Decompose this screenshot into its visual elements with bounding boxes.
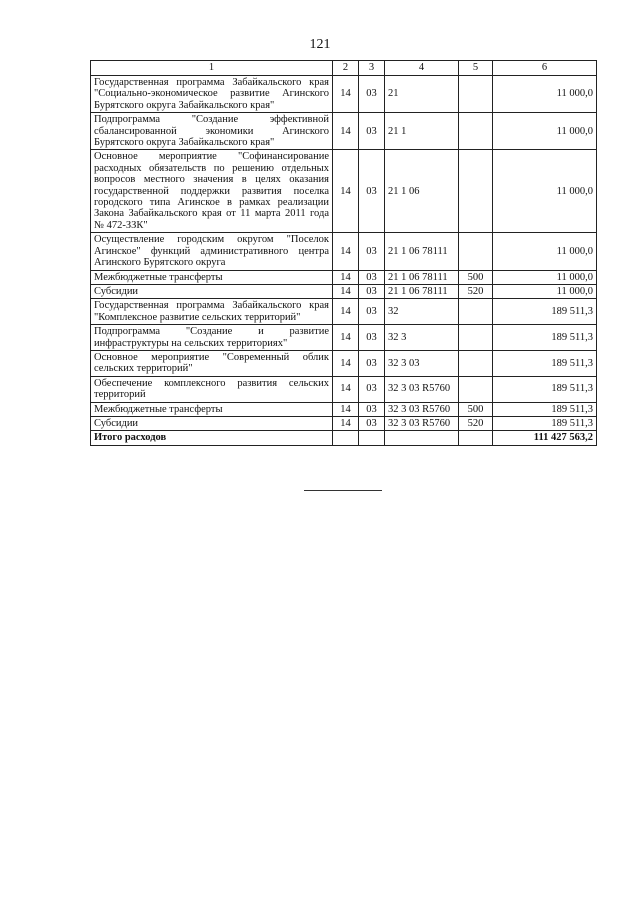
row-section: 14 (333, 76, 359, 113)
row-name: Межбюджетные трансферты (91, 402, 333, 416)
row-name: Подпрограмма "Создание эффективной сбалансированной экономики Агинского Бурятского округа Забайкальского края" (91, 113, 333, 150)
row-target-code: 32 3 (385, 325, 459, 351)
row-name: Подпрограмма "Создание и развитие инфраструктуры на сельских территориях" (91, 325, 333, 351)
row-target-code: 21 1 06 (385, 150, 459, 233)
row-subsection: 03 (359, 233, 385, 270)
row-sum: 189 511,3 (493, 325, 597, 351)
table-header-row (91, 61, 597, 76)
header-col-4: 4 (385, 61, 459, 76)
row-expense-type (459, 150, 493, 233)
expense-table (90, 60, 597, 446)
row-subsection: 03 (359, 402, 385, 416)
header-col-3: 3 (359, 61, 385, 76)
row-expense-type (459, 350, 493, 376)
row-expense-type (459, 233, 493, 270)
row-section: 14 (333, 113, 359, 150)
row-expense-type (459, 113, 493, 150)
total-empty-cell (385, 431, 459, 445)
row-target-code: 21 1 06 78111 (385, 233, 459, 270)
end-of-document-line (304, 490, 382, 491)
table-row (91, 76, 597, 113)
row-target-code: 32 3 03 R5760 (385, 402, 459, 416)
row-name: Обеспечение комплексного развития сельских территорий (91, 376, 333, 402)
table-row (91, 350, 597, 376)
row-subsection: 03 (359, 376, 385, 402)
row-sum: 189 511,3 (493, 350, 597, 376)
row-name: Субсидии (91, 416, 333, 430)
row-sum: 11 000,0 (493, 233, 597, 270)
row-subsection: 03 (359, 325, 385, 351)
row-sum: 11 000,0 (493, 270, 597, 284)
row-subsection: 03 (359, 284, 385, 298)
row-target-code: 32 3 03 R5760 (385, 376, 459, 402)
row-section: 14 (333, 376, 359, 402)
total-empty-cell (333, 431, 359, 445)
row-name: Основное мероприятие "Современный облик сельских территорий" (91, 350, 333, 376)
row-target-code: 32 3 03 R5760 (385, 416, 459, 430)
row-section: 14 (333, 416, 359, 430)
row-section: 14 (333, 402, 359, 416)
row-expense-type: 520 (459, 284, 493, 298)
row-name: Основное мероприятие "Софинансирование расходных обязательств по решению отдельных вопросов местного значения в целях оказания государственной поддержки развития поселка городского типа Агинское в рамках реализации Закона Забайкальского края от 11 марта 2011 года № 472-ЗЗК" (91, 150, 333, 233)
row-section: 14 (333, 284, 359, 298)
row-subsection: 03 (359, 299, 385, 325)
table-row (91, 113, 597, 150)
table-row (91, 233, 597, 270)
row-target-code: 21 1 (385, 113, 459, 150)
row-section: 14 (333, 325, 359, 351)
row-subsection: 03 (359, 150, 385, 233)
table-row (91, 284, 597, 298)
row-expense-type: 500 (459, 270, 493, 284)
row-target-code: 21 (385, 76, 459, 113)
row-subsection: 03 (359, 113, 385, 150)
row-sum: 11 000,0 (493, 150, 597, 233)
row-expense-type: 520 (459, 416, 493, 430)
row-name: Государственная программа Забайкальского края "Комплексное развитие сельских территорий" (91, 299, 333, 325)
row-expense-type: 500 (459, 402, 493, 416)
total-empty-cell (359, 431, 385, 445)
row-expense-type (459, 299, 493, 325)
row-sum: 11 000,0 (493, 76, 597, 113)
row-section: 14 (333, 299, 359, 325)
row-sum: 189 511,3 (493, 376, 597, 402)
header-col-6: 6 (493, 61, 597, 76)
header-col-5: 5 (459, 61, 493, 76)
total-empty-cell (459, 431, 493, 445)
page-number: 121 (309, 37, 331, 52)
row-subsection: 03 (359, 270, 385, 284)
total-row (91, 431, 597, 445)
row-target-code: 32 3 03 (385, 350, 459, 376)
row-sum: 189 511,3 (493, 416, 597, 430)
header-col-2: 2 (333, 61, 359, 76)
row-subsection: 03 (359, 416, 385, 430)
table-row (91, 376, 597, 402)
row-section: 14 (333, 233, 359, 270)
table-row (91, 416, 597, 430)
header-col-1: 1 (91, 61, 333, 76)
row-sum: 189 511,3 (493, 299, 597, 325)
row-sum: 11 000,0 (493, 113, 597, 150)
row-name: Осуществление городским округом "Поселок Агинское" функций административного центра Агинского Бурятского округа (91, 233, 333, 270)
row-section: 14 (333, 350, 359, 376)
row-name: Субсидии (91, 284, 333, 298)
row-expense-type (459, 76, 493, 113)
row-name: Межбюджетные трансферты (91, 270, 333, 284)
table-row (91, 325, 597, 351)
row-subsection: 03 (359, 350, 385, 376)
row-expense-type (459, 325, 493, 351)
row-target-code: 21 1 06 78111 (385, 270, 459, 284)
row-target-code: 21 1 06 78111 (385, 284, 459, 298)
table-row (91, 402, 597, 416)
row-sum: 189 511,3 (493, 402, 597, 416)
table-row (91, 150, 597, 233)
row-section: 14 (333, 150, 359, 233)
row-name: Государственная программа Забайкальского края "Социально-экономическое развитие Агинского Бурятского округа Забайкальского края" (91, 76, 333, 113)
row-target-code: 32 (385, 299, 459, 325)
row-subsection: 03 (359, 76, 385, 113)
row-expense-type (459, 376, 493, 402)
total-sum: 111 427 563,2 (493, 431, 597, 445)
row-sum: 11 000,0 (493, 284, 597, 298)
table-row (91, 270, 597, 284)
table-row (91, 299, 597, 325)
row-section: 14 (333, 270, 359, 284)
total-label: Итого расходов (91, 431, 333, 445)
